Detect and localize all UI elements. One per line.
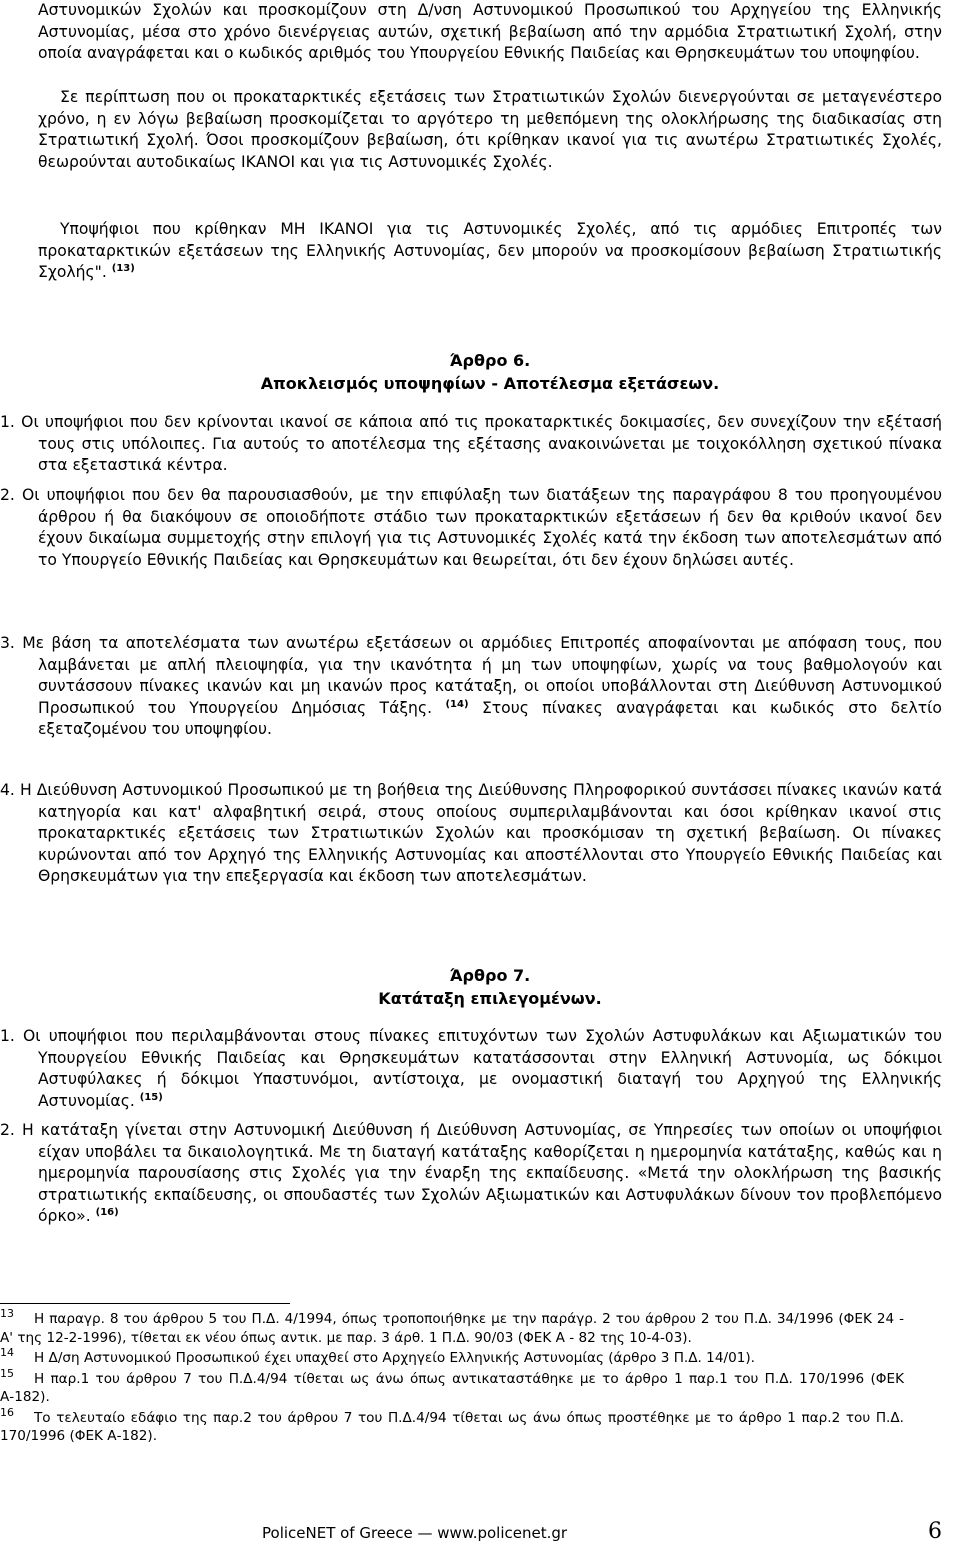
article-7-heading: Άρθρο 7. xyxy=(449,966,531,985)
footnote-text: Η παρ.1 του άρθρου 7 του Π.Δ.4/94 τίθεται ως άνω όπως αντικαταστάθηκε με το άρθρο 1 παρ.1 του Π.Δ. 170/1996 (ΦΕΚ Α-182). xyxy=(0,1370,904,1405)
footnote-number: 16 xyxy=(0,1405,14,1419)
footnote-text: Το τελευταίο εδάφιο της παρ.2 του άρθρου 7 του Π.Δ.4/94 τίθεται ως άνω όπως προστέθηκε με το άρθρο 1 παρ.2 του Π.Δ. 170/1996 (ΦΕΚ Α-182). xyxy=(0,1409,904,1444)
page-footer: PoliceNET of Greece — www.policenet.gr xyxy=(262,1524,568,1542)
footnote-ref-15[interactable]: (15) xyxy=(139,1091,163,1103)
footnote-16 xyxy=(0,1405,904,1446)
footnote-13 xyxy=(0,1307,904,1347)
article-6-heading: Άρθρο 6. xyxy=(449,351,531,370)
footnotes xyxy=(0,1307,904,1446)
footnote-ref-16[interactable]: (16) xyxy=(95,1207,119,1219)
footnote-divider xyxy=(0,1303,290,1304)
article-6-item-3 xyxy=(0,633,942,741)
footnote-text: Η παραγρ. 8 του άρθρου 5 του Π.Δ. 4/1994, όπως τροποποιήθηκε με την παράγρ. 2 του άρθρου 2 του Π.Δ. 34/1996 (ΦΕΚ 24 - Α' της 12-2-1996), τίθεται εκ νέου όπως αντικ. με παρ. 3 άρθ. 1 Π.Δ. 90/03 (ΦΕΚ Α - 82 της 10-4-03). xyxy=(0,1311,904,1346)
footnote-number: 13 xyxy=(0,1307,14,1321)
intro-paragraph-3-text: Υποψήφιοι που κρίθηκαν ΜΗ ΙΚΑΝΟΙ για τις Αστυνομικές Σχολές, από τις αρμόδιες Επιτροπές των προκαταρκτικών εξετάσεων της Ελληνικής Αστυνομίας, δεν μπορούν να προσκομίσουν βεβαίωση Στρατιωτικής Σχολής". xyxy=(38,220,942,282)
article-7-item-2-text: 2. Η κατάταξη γίνεται στην Αστυνομική Διεύθυνση ή Διεύθυνση Αστυνομίας, σε Υπηρεσίες των οποίων οι υποψήφιοι είχαν υποβάλει τα δικαιολογητικά. Με τη διαταγή κατάταξης καθορίζεται η ημερομηνία κατάταξης, καθώς και η ημερομηνία παρουσίασης στις Σχολές για την έναρξη της εκπαίδευσης. «Μετά την ολοκλήρωση της βασικής στρατιωτικής εκπαίδευσης, οι σπουδαστές των Σχολών Αξιωματικών και Αστυφυλάκων δίνουν τον προβλεπόμενο όρκο». xyxy=(0,1121,942,1226)
article-6-item-1: 1. Οι υποψήφιοι που δεν κρίνονται ικανοί σε κάποια από τις προκαταρκτικές δοκιμασίες, δεν συνεχίζουν την εξέτασή τους στις υπόλοιπες. Για αυτούς το αποτέλεσμα της εξέτασης ανακοινώνεται με τοιχοκόλληση σχετικού πίνακα στα εξεταστικά κέντρα. xyxy=(0,413,942,475)
article-6-item-3-tail: Στους πίνακες αναγράφεται και κωδικός στο δελτίο εξεταζομένου του υποψηφίου. xyxy=(38,698,942,739)
footnote-number: 15 xyxy=(0,1366,14,1380)
footnote-number: 14 xyxy=(0,1346,14,1360)
article-7-item-1-text: 1. Οι υποψήφιοι που περιλαμβάνονται στους πίνακες επιτυχόντων των Σχολών Αστυφυλάκων και Αξιωματικών του Υπουργείου Εθνικής Παιδείας και Θρησκευμάτων κατατάσσονται στην Ελληνική Αστυνομία, ως δόκιμοι Αστυφύλακες ή δόκιμοι Υπαστυνόμοι, αντίστοιχα, με ονομαστική διαταγή του Αρχηγού της Ελληνικής Αστυνομίας. xyxy=(0,1027,942,1110)
footnote-ref-13[interactable]: (13) xyxy=(111,263,135,274)
article-7-title: Κατάταξη επιλεγομένων. xyxy=(378,989,602,1008)
article-6-item-4: 4. Η Διεύθυνση Αστυνομικού Προσωπικού με τη βοήθεια της Διεύθυνσης Πληροφορικού συντάσσει πίνακες ικανών κατά κατηγορία και κατ' αλφαβητική σειρά, στους οποίους συμπεριλαμβάνονται και όσοι κρίθηκαν ικανοί στις προκαταρκτικές εξετάσεις των Στρατιωτικών Σχολών και προσκόμισαν τη σχετική βεβαίωση. Οι πίνακες κυρώνονται από τον Αρχηγό της Ελληνικής Αστυνομίας και αποστέλλονται στο Υπουργείο Εθνικής Παιδείας και Θρησκευμάτων για την επεξεργασία και έκδοση των αποτελεσμάτων. xyxy=(0,781,942,886)
article-7-item-1 xyxy=(0,1026,942,1112)
intro-paragraph-3 xyxy=(38,219,942,284)
footnote-14 xyxy=(0,1346,904,1368)
article-6-item-2: 2. Οι υποψήφιοι που δεν θα παρουσιασθούν, με την επιφύλαξη των διατάξεων της παραγράφου 8 του προηγουμένου άρθρου ή θα διακόψουν σε οποιοδήποτε στάδιο των προκαταρκτικών εξετάσεων ή δεν θα κριθούν ικανοί δεν έχουν δικαίωμα συμμετοχής στην επιλογή για τις Αστυνομικές Σχολές κατά την έκδοση των αποτελεσμάτων από το Υπουργείο Εθνικής Παιδείας και Θρησκευμάτων και θεωρείται, ότι δεν έχουν δηλώσει αυτές. xyxy=(0,486,942,569)
footnote-text: Η Δ/ση Αστυνομικού Προσωπικού έχει υπαχθεί στο Αρχηγείο Ελληνικής Αστυνομίας (άρθρο 3 Π.Δ. 14/01). xyxy=(34,1350,755,1366)
footnote-ref-14[interactable]: (14) xyxy=(445,698,469,710)
intro-paragraph-2: Σε περίπτωση που οι προκαταρκτικές εξετάσεις των Στρατιωτικών Σχολών διενεργούνται σε μεταγενέστερο χρόνο, η εν λόγω βεβαίωση προσκομίζεται το αργότερο τη μεθεπόμενη της ολοκλήρωσης της διαδικασίας στη Στρατιωτική Σχολή. Όσοι προσκομίζουν βεβαίωση, ότι κρίθηκαν ικανοί για τις ανωτέρω Στρατιωτικές Σχολές, θεωρούνται αυτοδικαίως ΙΚΑΝΟΙ και για τις Αστυνομικές Σχολές. xyxy=(38,88,942,171)
article-7-item-2 xyxy=(0,1120,942,1228)
intro-paragraph-1: Αστυνομικών Σχολών και προσκομίζουν στη Δ/νση Αστυνομικού Προσωπικού του Αρχηγείου της Ελληνικής Αστυνομίας, μέσα στο χρόνο διενέργειας αυτών, σχετική βεβαίωση από την αρμόδια Στρατιωτική Σχολή, στην οποία αναγράφεται και ο κωδικός αριθμός του Υπουργείου Εθνικής Παιδείας και Θρησκευμάτων του υποψηφίου. xyxy=(38,1,942,63)
page-number: 6 xyxy=(928,1519,942,1544)
footnote-15 xyxy=(0,1366,904,1407)
article-6-title: Αποκλεισμός υποψηφίων - Αποτέλεσμα εξετάσεων. xyxy=(260,374,720,393)
article-6-item-3-text: 3. Με βάση τα αποτελέσματα των ανωτέρω εξετάσεων οι αρμόδιες Επιτροπές αποφαίνονται με απόφαση τους, που λαμβάνεται με απλή πλειοψηφία, για την ικανότητα ή μη των υποψηφίων, χωρίς να τους βαθμολογούν και συντάσσουν πίνακες ικανών και μη ικανών προς κατάταξη, οι οποίοι υποβάλλονται στη Διεύθυνση Αστυνομικού Προσωπικού του Υπουργείου Δημόσιας Τάξης. xyxy=(0,634,942,717)
